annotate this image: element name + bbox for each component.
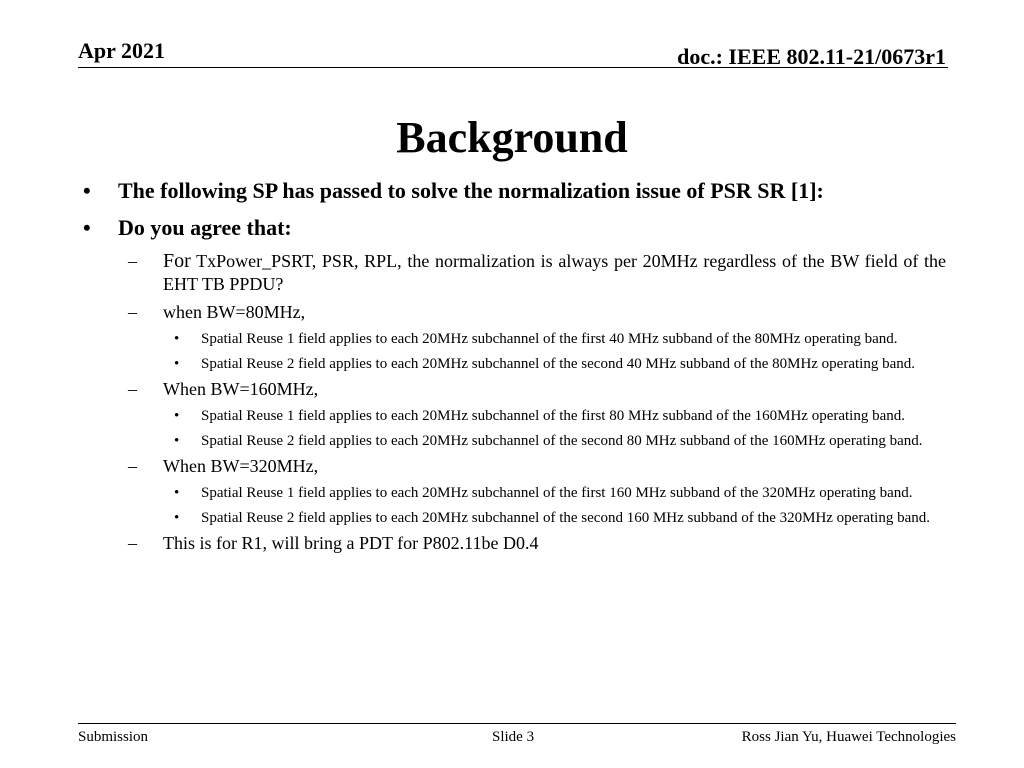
bullet-icon: • xyxy=(83,178,91,203)
bullet-icon: • xyxy=(174,355,180,372)
bullet-text: The following SP has passed to solve the normalization issue of PSR SR [1]: xyxy=(118,178,824,203)
footer-author: Ross Jian Yu, Huawei Technologies xyxy=(741,729,956,745)
footer-divider xyxy=(78,723,956,724)
footer-submission: Submission xyxy=(78,729,149,745)
detail-text: Spatial Reuse 1 field applies to each 20MHz subchannel of the first 80 MHz subband of the 160MHz operating band. xyxy=(201,408,905,424)
header-doc-id: doc.: IEEE 802.11-21/0673r1 xyxy=(677,44,946,69)
detail-bw80-sr1 xyxy=(78,329,946,350)
sub-item-text: When BW=320MHz, xyxy=(163,456,319,476)
detail-bw160-sr2 xyxy=(78,431,946,452)
detail-bw80-sr2 xyxy=(78,354,946,375)
bullet-text: Do you agree that: xyxy=(118,215,292,240)
header-date: Apr 2021 xyxy=(78,38,165,63)
bullet-icon: • xyxy=(174,408,180,424)
sub-item-text: This is for R1, will bring a PDT for P802.11be D0.4 xyxy=(163,533,539,553)
dash-icon: – xyxy=(128,456,137,476)
footer-slide-number: Slide 3 xyxy=(492,729,535,745)
sub-item-normalization xyxy=(78,250,946,296)
bullet-agree xyxy=(78,213,946,243)
detail-bw320-sr2 xyxy=(78,508,946,529)
detail-bw160-sr1 xyxy=(78,406,946,427)
detail-text: Spatial Reuse 2 field applies to each 20MHz subchannel of the second 40 MHz subband of the 80MHz operating band. xyxy=(201,355,915,372)
bullet-icon: • xyxy=(174,509,180,526)
detail-text: Spatial Reuse 2 field applies to each 20MHz subchannel of the second 160 MHz subband of the 320MHz operating band. xyxy=(201,509,930,526)
header-divider xyxy=(78,67,948,68)
bullet-icon: • xyxy=(174,331,180,347)
slide-title: Background xyxy=(396,113,628,162)
slide-body xyxy=(78,176,946,560)
sub-item-bw320 xyxy=(78,455,946,478)
detail-text: Spatial Reuse 2 field applies to each 20MHz subchannel of the second 80 MHz subband of the 160MHz operating band. xyxy=(201,432,923,449)
bullet-icon: • xyxy=(174,432,180,449)
detail-text: Spatial Reuse 1 field applies to each 20MHz subchannel of the first 160 MHz subband of the 320MHz operating band. xyxy=(201,485,913,501)
sub-item-bw80 xyxy=(78,301,946,324)
dash-icon: – xyxy=(128,302,137,322)
sub-item-lead: For xyxy=(163,250,191,272)
sub-item-r1 xyxy=(78,532,946,555)
dash-icon: – xyxy=(128,379,137,399)
sub-item-text: When BW=160MHz, xyxy=(163,379,319,399)
sub-item-bw160 xyxy=(78,378,946,401)
dash-icon: – xyxy=(128,533,137,553)
sub-item-text: when BW=80MHz, xyxy=(163,302,306,322)
dash-icon: – xyxy=(128,251,137,271)
detail-text: Spatial Reuse 1 field applies to each 20MHz subchannel of the first 40 MHz subband of the 80MHz operating band. xyxy=(201,331,898,347)
detail-bw320-sr1 xyxy=(78,483,946,504)
bullet-sp-passed xyxy=(78,176,946,206)
bullet-icon: • xyxy=(83,215,91,240)
sub-item-text: TxPower_PSRT, PSR, RPL, the normalization is always per 20MHz regardless of the BW field of the EHT TB PPDU? xyxy=(163,251,946,294)
bullet-icon: • xyxy=(174,485,180,501)
